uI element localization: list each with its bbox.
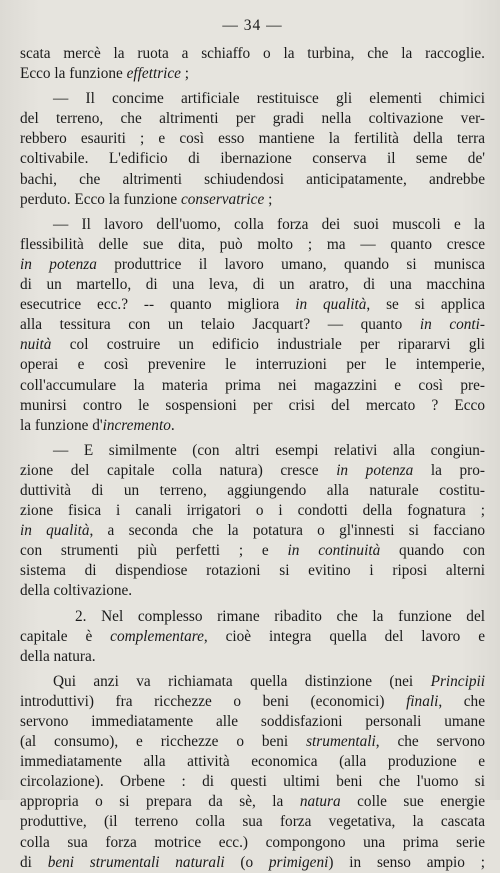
text-segment: introduttivi) fra ricchezze o beni (economici) (20, 692, 407, 710)
italic-text: effettrice (126, 65, 181, 83)
text-segment: con strumenti più perfetti ; e (20, 542, 288, 560)
text-line (20, 461, 485, 481)
text-line (20, 255, 485, 275)
text-segment: Qui anzi va richiamata quella distinzione (nei (53, 672, 431, 690)
italic-text: Principii (430, 672, 485, 690)
text-segment: , che (438, 692, 485, 710)
text-line (20, 295, 485, 315)
text-segment: produttrice il lavoro umano, quando si munisca (96, 255, 485, 273)
italic-text: nuità (20, 336, 52, 354)
italic-text: primigeni (268, 853, 329, 871)
italic-text: natura (299, 793, 341, 811)
italic-text: conservatrice (180, 190, 265, 208)
italic-text: incremento (102, 416, 171, 434)
text-line (20, 315, 485, 335)
text-segment: di (20, 853, 48, 871)
text-segment: Ecco la funzione (20, 65, 127, 83)
text-line: — Il lavoro dell'uomo, colla forza dei suoi muscoli e la (53, 215, 485, 233)
italic-text: in conti- (419, 316, 485, 334)
text-segment: la pro- (413, 461, 485, 479)
italic-text: in qualità (295, 296, 367, 314)
text-line (20, 64, 485, 84)
text-line (20, 541, 485, 561)
italic-text: finali (406, 692, 439, 710)
text-line: — Il concime artificiale restituisce gli elementi chimici (53, 90, 485, 108)
text-segment: la funzione d' (20, 416, 103, 434)
text-segment: , a seconda che la potatura o gl'innesti si facciano (89, 522, 485, 540)
italic-text: beni strumentali naturali (47, 853, 225, 871)
text-segment: (o (224, 853, 269, 871)
text-line: produttive, (il terreno colla sua forza vegetativa, la cascata (20, 813, 485, 831)
italic-text: in potenza (336, 461, 414, 479)
text-line: bachi, che altrimenti schiudendosi anticipatamente, andrebbe (20, 170, 485, 188)
text-line: della natura. (20, 647, 96, 665)
text-line (20, 190, 485, 210)
text-line: circolazione). Orbene : di questi ultimi beni che l'uomo si (20, 773, 485, 791)
text-line: — E similmente (con altri esempi relativi alla congiun- (53, 441, 485, 459)
text-segment: , che servono (375, 733, 485, 751)
text-line: sistema di dispendiose rotazioni si evitino i riposi alterni (20, 562, 485, 580)
text-segment: ; (264, 190, 273, 208)
text-line: coltivabile. L'edificio di ibernazione conserva il seme de' (20, 150, 485, 168)
text-segment: col costruire un edificio industriale per ripararvi gli (51, 336, 485, 354)
page-number: — 34 — (222, 17, 283, 34)
text-line (20, 521, 485, 541)
text-line (20, 732, 485, 752)
text-line (20, 692, 485, 712)
text-segment: ; (180, 65, 190, 83)
text-line (20, 335, 485, 355)
text-segment: quando con (380, 542, 485, 560)
text-body (20, 44, 485, 873)
italic-text: in qualità (20, 522, 90, 540)
italic-text: in continuità (287, 542, 381, 560)
text-line (20, 627, 485, 647)
italic-text: in potenza (20, 255, 97, 273)
text-line: di un martello, di una leva, di un aratro, di una macchina (20, 276, 485, 294)
text-line (20, 672, 485, 692)
text-line: flessibilità delle sue dita, può molto ; ma — quanto cresce (20, 235, 485, 253)
text-segment: capitale è (20, 627, 111, 645)
text-line: coll'accumulare la materia prima nei magazzini e così pre- (20, 376, 485, 394)
text-segment: (al consumo), e ricchezze o beni (20, 733, 307, 751)
text-line: zione fisica i canali irrigatori o i condotti della fognatura ; (20, 502, 485, 520)
text-line: rebbero esauriti ; e così esso mantiene la fertilità della terra (20, 130, 485, 148)
text-segment: . (170, 416, 175, 434)
text-segment: alla tessitura con un telaio Jacquart? — quanto (20, 316, 420, 334)
text-segment: ) in senso ampio ; (328, 853, 485, 871)
text-line (20, 416, 485, 436)
text-line: operai e così prevenire le interruzioni per le intemperie, (20, 356, 485, 374)
text-segment: , cioè integra quella del lavoro e (203, 627, 485, 645)
text-line: 2. Nel complesso rimane ribadito che la funzione del (75, 607, 485, 625)
text-segment: appropria o si prepara da sè, la (20, 793, 300, 811)
text-line: immediatamente alla attività economica (alla produzione e (20, 753, 485, 771)
text-segment: zione del capitale colla natura) cresce (20, 461, 337, 479)
text-segment: , se si applica (366, 296, 485, 314)
text-line: della coltivazione. (20, 582, 133, 600)
text-segment: perduto. Ecco la funzione (20, 190, 181, 208)
italic-text: strumentali (306, 733, 376, 751)
text-line: scata mercè la ruota a schiaffo o la turbina, che la raccoglie. (20, 45, 485, 62)
text-line (20, 792, 485, 812)
text-line: duttività di un terreno, aggiungendo alla naturale costitu- (20, 481, 485, 499)
text-segment: esecutrice ecc.? -- quanto migliora (20, 296, 296, 314)
italic-text: complementare (110, 627, 204, 645)
text-segment: colle sue energie (340, 793, 485, 811)
text-line (20, 853, 485, 873)
text-line: munirsi contro le sospensioni per crisi del mercato ? Ecco (20, 396, 485, 414)
text-line: colla sua forza motrice ecc.) compongono una prima serie (20, 833, 485, 851)
text-line: servono immediatamente alle soddisfazioni personali umane (20, 713, 485, 730)
text-line: del terreno, che altrimenti per gradi nella coltivazione ver- (20, 110, 485, 128)
